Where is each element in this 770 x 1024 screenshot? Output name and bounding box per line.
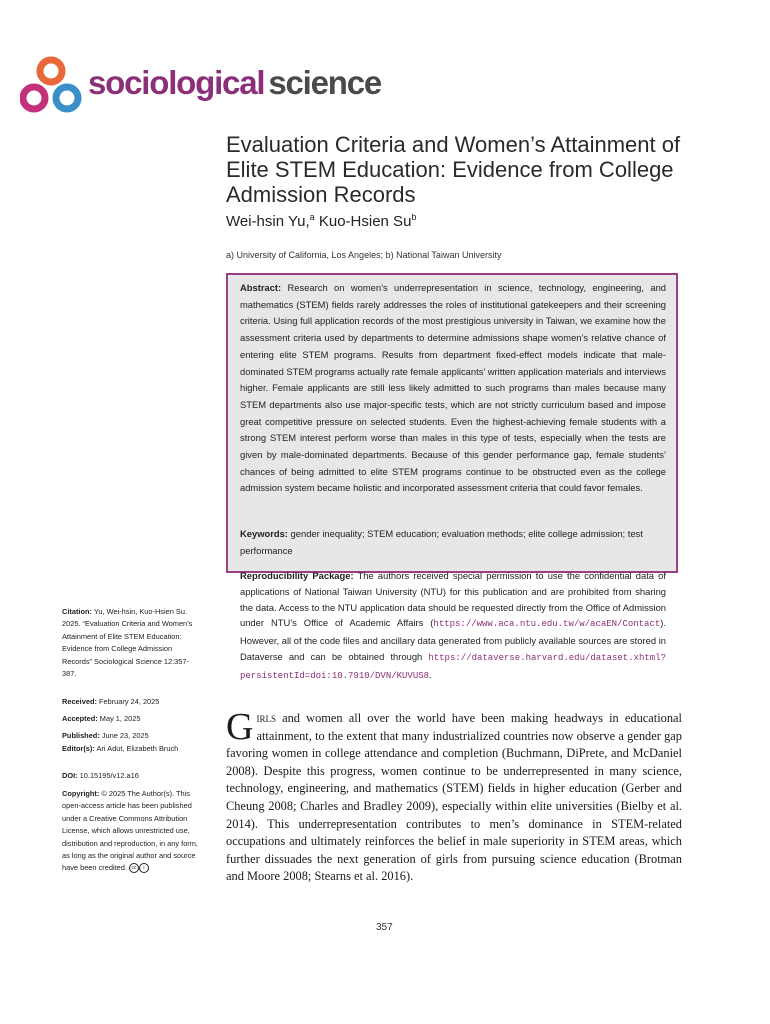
doi-block: [62, 770, 202, 782]
page-number: 357: [376, 922, 393, 933]
citation-text: Yu, Wei-hsin, Kuo-Hsien Su. 2025. “Evaluation Criteria and Women’s Attainment of Elite STEM Education: Evidence from College Admission Records” Sociological Science 12:357-387.: [62, 607, 193, 679]
citation-block: [62, 606, 202, 680]
journal-name-part1: sociological: [88, 64, 265, 101]
keywords-label: Keywords:: [240, 528, 288, 539]
keywords: [240, 526, 666, 559]
editors-label: Editor(s):: [62, 744, 95, 753]
abstract: [240, 280, 666, 497]
editors-names: Ari Adut, Elizabeth Bruch: [96, 744, 179, 753]
intro-text: and women all over the world have been making headways in educational attainment, to the extent that many industrialized countries now observe a gender gap favoring women in college attendance and completion (Buchmann, DiPrete, and McDaniel 2008). Despite this progress, women continue to be underrepresented in many science, technology, engineering, and mathematics (STEM) fields in higher education (Gerber and Cheung 2008; Charles and Bradley 2009), especially within elite universities (Bielby et al. 2014). This underrepresentation contributes to men’s dominance in STEM-related occupations and ultimately reinforces the belief in male superiority in STEM areas, which further dissuades the next generation of girls from pursuing science education (Brotman and Moore 2008; Stearns et al. 2016).: [226, 711, 682, 884]
repro-text-1: The authors received special permission to use the confidential data of applications of National Taiwan University (NTU) for this publication and are prohibited from sharing the data. Access to the NTU application data should be requested directly from the Office of Admission under NTU’s Office of Academic Affairs (: [240, 570, 667, 629]
accepted-block: [62, 713, 202, 725]
sociological-science-logo-icon: [20, 56, 82, 116]
journal-name: [88, 64, 381, 102]
citation-label: Citation:: [62, 607, 92, 616]
doi-label: DOI:: [62, 771, 78, 780]
repro-text-3: .: [429, 668, 432, 680]
cc-icon: cc: [129, 863, 139, 873]
reproducibility-package: [240, 568, 666, 685]
author-2-affil-mark: b: [411, 212, 417, 222]
received-label: Received:: [62, 697, 97, 706]
intro-smallcaps: irls: [256, 711, 276, 725]
repro-link-contact[interactable]: https://www.aca.ntu.edu.tw/w/acaEN/Contact: [433, 619, 661, 630]
accepted-label: Accepted:: [62, 714, 98, 723]
author-1: Wei-hsin Yu,: [226, 213, 310, 230]
abstract-label: Abstract:: [240, 282, 282, 293]
published-date: June 23, 2025: [101, 731, 149, 740]
author-1-affil-mark: a: [309, 212, 315, 222]
keywords-text: gender inequality; STEM education; evaluation methods; elite college admission; test performance: [240, 528, 643, 556]
author-2: Kuo-Hsien Su: [318, 213, 412, 230]
by-attribution-icon: i: [139, 863, 149, 873]
copyright-label: Copyright:: [62, 789, 100, 798]
journal-name-part2: science: [268, 64, 382, 101]
published-label: Published:: [62, 731, 100, 740]
abstract-text: Research on women’s underrepresentation in science, technology, engineering, and mathematics (STEM) fields rarely addresses the roles of institutional gatekeepers and their screening criteria. Using full application records of the most prestigious university in Taiwan, we examine how the assessment criteria used by departments to determine admissions shape women’s relative chance of entering elite STEM programs. Results from department fixed-effect models indicate that male-dominated STEM programs actually rate female applicants’ written application materials and interviews higher. Female applicants are still less likely admitted to such programs than males because many STEM departments also use major-specific tests, which are not strictly curriculum based and impose great competitive pressure on selected students. Even the highest-achieving female students with a strong STEM interest perform worse than males in this type of tests, especially when the tests are given by male-dominated departments. Because of this gender performance gap, female students’ chances of being admitted to elite STEM programs continue to be obstructed even as the college admission system became holistic and incorporated assessment criteria that could favor females.: [240, 282, 666, 494]
author-list: [226, 212, 416, 230]
copyright-block: [62, 788, 202, 875]
article-title: Evaluation Criteria and Women’s Attainment of Elite STEM Education: Evidence from College Admission Records: [226, 132, 681, 207]
doi-value[interactable]: 10.15195/v12.a16: [79, 771, 139, 780]
journal-logo: [20, 56, 382, 116]
received-block: [62, 696, 202, 708]
intro-paragraph: [226, 706, 682, 886]
affiliations: a) University of California, Los Angeles; b) National Taiwan University: [226, 250, 502, 260]
copyright-text: © 2025 The Author(s). This open-access article has been published under a Creative Commons Attribution License, which allows unrestricted use, distribution and reproduction, in any form, as long as the original author and source have been credited.: [62, 789, 198, 873]
published-block: [62, 730, 202, 742]
repro-label: Reproducibility Package:: [240, 570, 354, 581]
accepted-date: May 1, 2025: [99, 714, 141, 723]
received-date: February 24, 2025: [98, 697, 160, 706]
repro-text-2: ). However, all of the code files and ancillary data generated from publicly available sources are stored in Dataverse and can be obtained through: [240, 617, 666, 662]
editors-block: [62, 743, 202, 755]
drop-cap: G: [226, 706, 254, 748]
repro-link-dataverse[interactable]: https://dataverse.harvard.edu/dataset.xhtml?persistentId=doi:10.7910/DVN/KUVUS8: [240, 652, 666, 681]
